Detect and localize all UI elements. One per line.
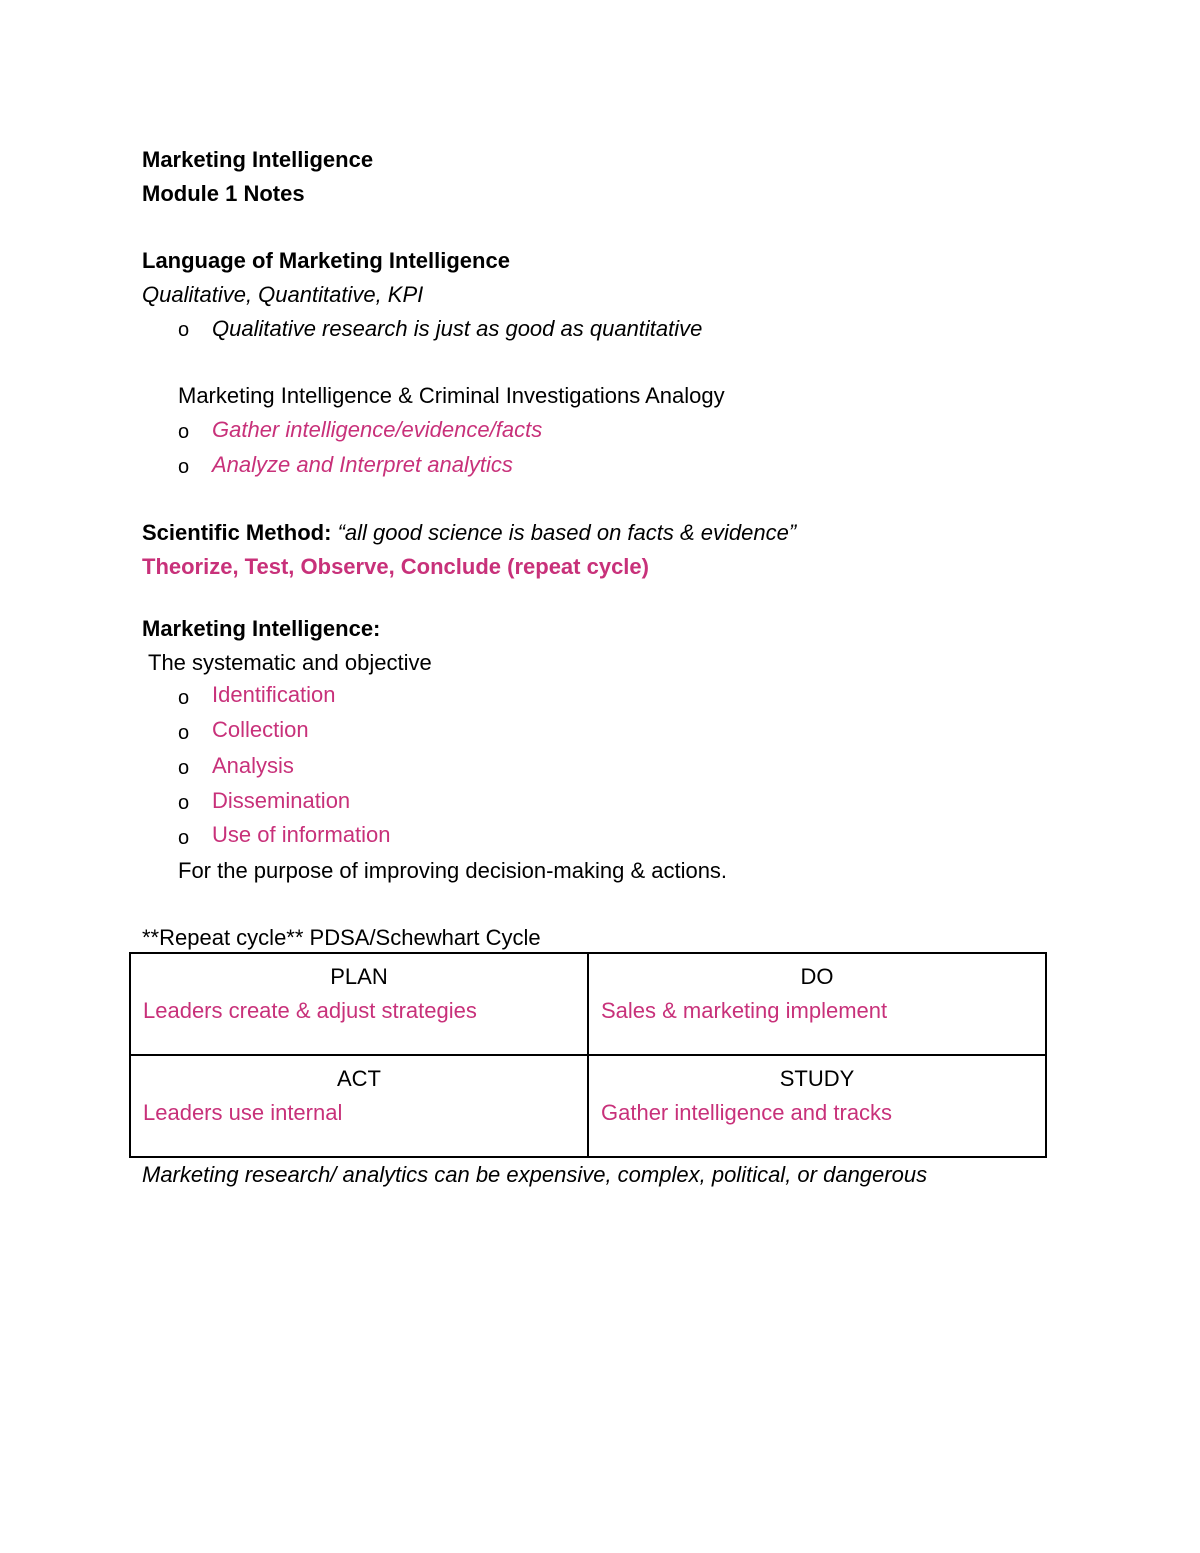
- definition-purpose: For the purpose of improving decision-making & actions.: [178, 858, 728, 883]
- table-row: [130, 1055, 1046, 1157]
- definition-bullet: Collection: [212, 717, 309, 742]
- bullet-marker: o: [178, 456, 190, 478]
- bullet-marker: o: [178, 722, 190, 744]
- definition-intro: The systematic and objective: [148, 650, 432, 675]
- language-heading: Language of Marketing Intelligence: [142, 248, 510, 273]
- cell-text: Leaders use internal: [143, 1100, 343, 1125]
- analogy-heading: Marketing Intelligence & Criminal Investigations Analogy: [178, 383, 725, 408]
- table-row: [130, 953, 1046, 1055]
- pdsa-cell-study: [588, 1055, 1046, 1157]
- scientific-method-label: Scientific Method:: [142, 520, 332, 545]
- cell-text: Leaders create & adjust strategies: [143, 998, 477, 1023]
- cell-label: STUDY: [779, 1066, 855, 1091]
- cell-label: DO: [800, 964, 834, 989]
- pdsa-cell-act: [130, 1055, 588, 1157]
- definition-bullet: Identification: [212, 682, 336, 707]
- analogy-bullet: Analyze and Interpret analytics: [212, 452, 513, 477]
- footer-note: Marketing research/ analytics can be expensive, complex, political, or dangerous: [142, 1162, 928, 1187]
- scientific-method-steps: Theorize, Test, Observe, Conclude (repeat cycle): [142, 554, 649, 579]
- pdsa-cell-do: [588, 953, 1046, 1055]
- bullet-marker: o: [178, 757, 190, 779]
- bullet-marker: o: [178, 687, 190, 709]
- cell-label: PLAN: [330, 964, 388, 989]
- scientific-method-line: [142, 519, 796, 547]
- definition-bullet: Analysis: [212, 753, 294, 778]
- definition-bullet: Use of information: [212, 822, 391, 847]
- cell-text: Gather intelligence and tracks: [601, 1100, 893, 1125]
- language-bullet: Qualitative research is just as good as quantitative: [212, 316, 703, 341]
- analogy-bullet: Gather intelligence/evidence/facts: [212, 417, 543, 442]
- bullet-marker: o: [178, 421, 190, 443]
- pdsa-table: [129, 952, 1047, 1158]
- pdsa-cell-plan: [130, 953, 588, 1055]
- cycle-heading: **Repeat cycle** PDSA/Schewhart Cycle: [142, 925, 541, 950]
- page-title: Marketing Intelligence: [142, 147, 374, 172]
- definition-bullet: Dissemination: [212, 788, 351, 813]
- bullet-marker: o: [178, 319, 190, 341]
- page-subtitle: Module 1 Notes: [142, 181, 305, 206]
- language-terms: Qualitative, Quantitative, KPI: [142, 282, 424, 307]
- bullet-marker: o: [178, 827, 190, 849]
- cell-label: ACT: [337, 1066, 381, 1091]
- scientific-method-quote: “all good science is based on facts & evidence”: [331, 520, 797, 545]
- definition-heading: Marketing Intelligence:: [142, 616, 381, 641]
- bullet-marker: o: [178, 792, 190, 814]
- cell-text: Sales & marketing implement: [601, 998, 888, 1023]
